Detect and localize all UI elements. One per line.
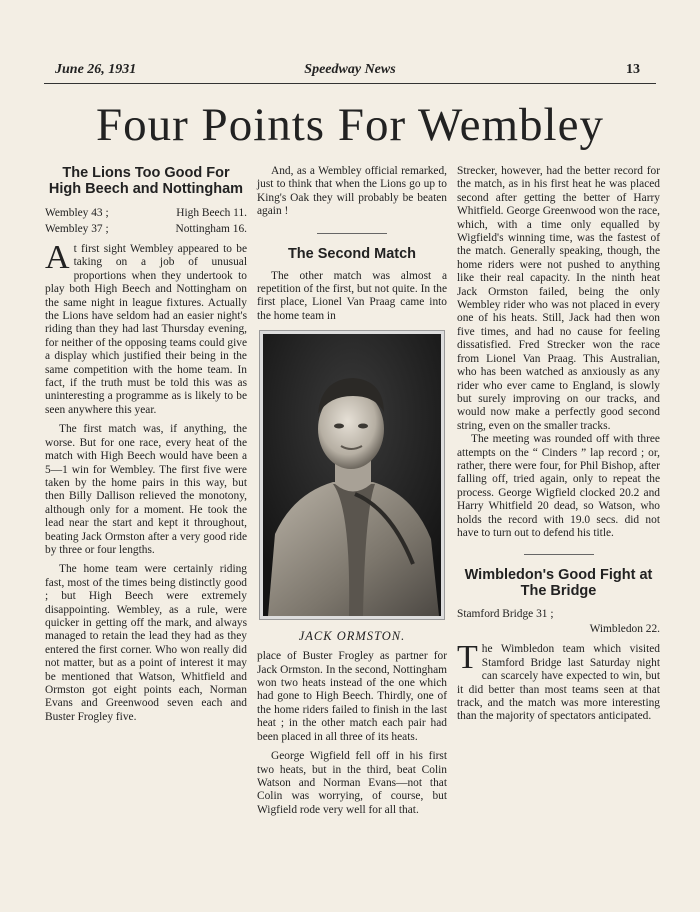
photo-caption: JACK ORMSTON. — [298, 629, 406, 644]
article-paragraph: And, as a Wembley official remarked, just to think that when the Lions go up to King's Oak they will probably be beaten again ! — [257, 165, 447, 218]
score-row-high-beech — [45, 205, 247, 221]
score-row-nottingham — [45, 221, 247, 237]
article-paragraph: The home team were certainly riding fast, most of the times being distinctly good ; but High Beech were extremely disappointing. Wembley, as a rule, were quicker in getting off the mark, and always managed to retain the lead they had as they entered the first corner. Who won really did not matter, but as a point of interest it may be mentioned that Watson, Whitfield and Ormston got eight points each, Norman Evans and Greenwood seven each and Buster Frogley five. — [45, 563, 247, 723]
article-paragraph: The first match was, if anything, the worse. But for one race, every heat of the match with High Beech would have been a 5—1 win for Wembley. The first five were taken by the home pairs in this way, but then Billy Dallison relieved the monotony, although only for a moment. He took the lead near the start and kept it throughout, beating Jack Ormston after a very good ride by three or four lengths. — [45, 423, 247, 556]
publication-name: Speedway News — [304, 62, 396, 77]
rider-photo — [260, 331, 444, 619]
column-3 — [457, 165, 660, 724]
page-headline: Four Points For Wembley — [96, 99, 604, 151]
score-high-beech: High Beech 11. — [176, 207, 247, 219]
section-divider — [524, 554, 594, 555]
article-paragraph: At first sight Wembley appeared to be taking on a job of unusual proportions when they undertook to play both High Beech and Nottingham on the same night in league fixtures. Actually the Lions have seldom had an easier night's riding than they had last Thursday evening, for neither of the opposing teams could give a display which justified their being in the same competition with the home team. In fact, if the truth must be told this was as uninteresting a programme as is likely to be seen anywhere this year. — [45, 239, 247, 416]
drop-cap: A — [45, 239, 70, 276]
column-1 — [45, 165, 247, 724]
article-paragraph: The Wimbledon team which visited Stamford Bridge last Saturday night can scarcely have expected to win, but it did better than most teams seen at that track, and the match was more interesting than the majority of spectators anticipated. — [457, 639, 660, 723]
header-rule — [44, 83, 656, 84]
section-divider — [317, 233, 387, 234]
score-wimbledon: Wimbledon 22. — [589, 623, 660, 636]
page-number: 13 — [626, 62, 640, 77]
article-paragraph: Strecker, however, had the better record for the match, as in his first heat he was placed second after getting the better of Harry Whitfield. George Greenwood won the race, which, with a time only equalled by Wigfield's winning time, was the fastest of the match. Generally speaking, though, the home riders were not pushed to anything like their real capacity. In the ninth heat Jack Ormston failed, being the only Wembley rider who was not placed in every one of his heats. Still, Jack had then won five times, and had no cause for feeling dissatisfied. Fred Strecker won the race from Lionel Van Praag. This Australian, who has been watched as anxiously as any rider who ever came to England, is slowly but surely improving on our tracks, and would now make a perfectly good second string, even on the smaller tracks. — [457, 165, 660, 432]
lions-subhead: The Lions Too Good For High Beech and Nottingham — [48, 165, 244, 197]
article-paragraph: George Wigfield fell off in his first two heats, but in the third, beat Colin Watson and Norman Evans—not that Colin was worrying, of course, but Wigfield rode very well for all that. — [257, 750, 447, 816]
score-stamford-bridge: Stamford Bridge 31 ; — [457, 608, 554, 621]
portrait-image — [263, 334, 441, 616]
second-match-subhead: The Second Match — [287, 245, 417, 262]
article-paragraph: The other match was almost a repetition of the first, but not quite. In the first place, Lionel Van Praag came into the home team in — [257, 269, 447, 322]
drop-cap: T — [457, 639, 478, 677]
wimbledon-subhead: Wimbledon's Good Fight at The Bridge — [464, 567, 653, 600]
score-wembley-2: Wembley 37 ; — [45, 223, 109, 235]
issue-date: June 26, 1931 — [55, 62, 137, 77]
score-wembley-1: Wembley 43 ; — [45, 207, 109, 219]
article-paragraph: The meeting was rounded off with three attempts on the “ Cinders ” lap record ; or, rather, there were four, for Phil Bishop, after falling off, tried again, only to repeat the process. George Wigfield clocked 20.2 and Harry Whitfield 20 dead, so Watson, who holds the record with 19.0 secs. did not have to turn out to defend his title. — [457, 433, 660, 539]
article-paragraph: place of Buster Frogley as partner for Jack Ormston. In the second, Nottingham won two heats instead of the one which had gone to High Beech. Thirdly, one of the home riders failed to finish in the last heat ; in the other match each pair had been placed in all three of its heats. — [257, 650, 447, 743]
score-nottingham: Nottingham 16. — [175, 223, 247, 235]
column-2 — [257, 165, 447, 817]
